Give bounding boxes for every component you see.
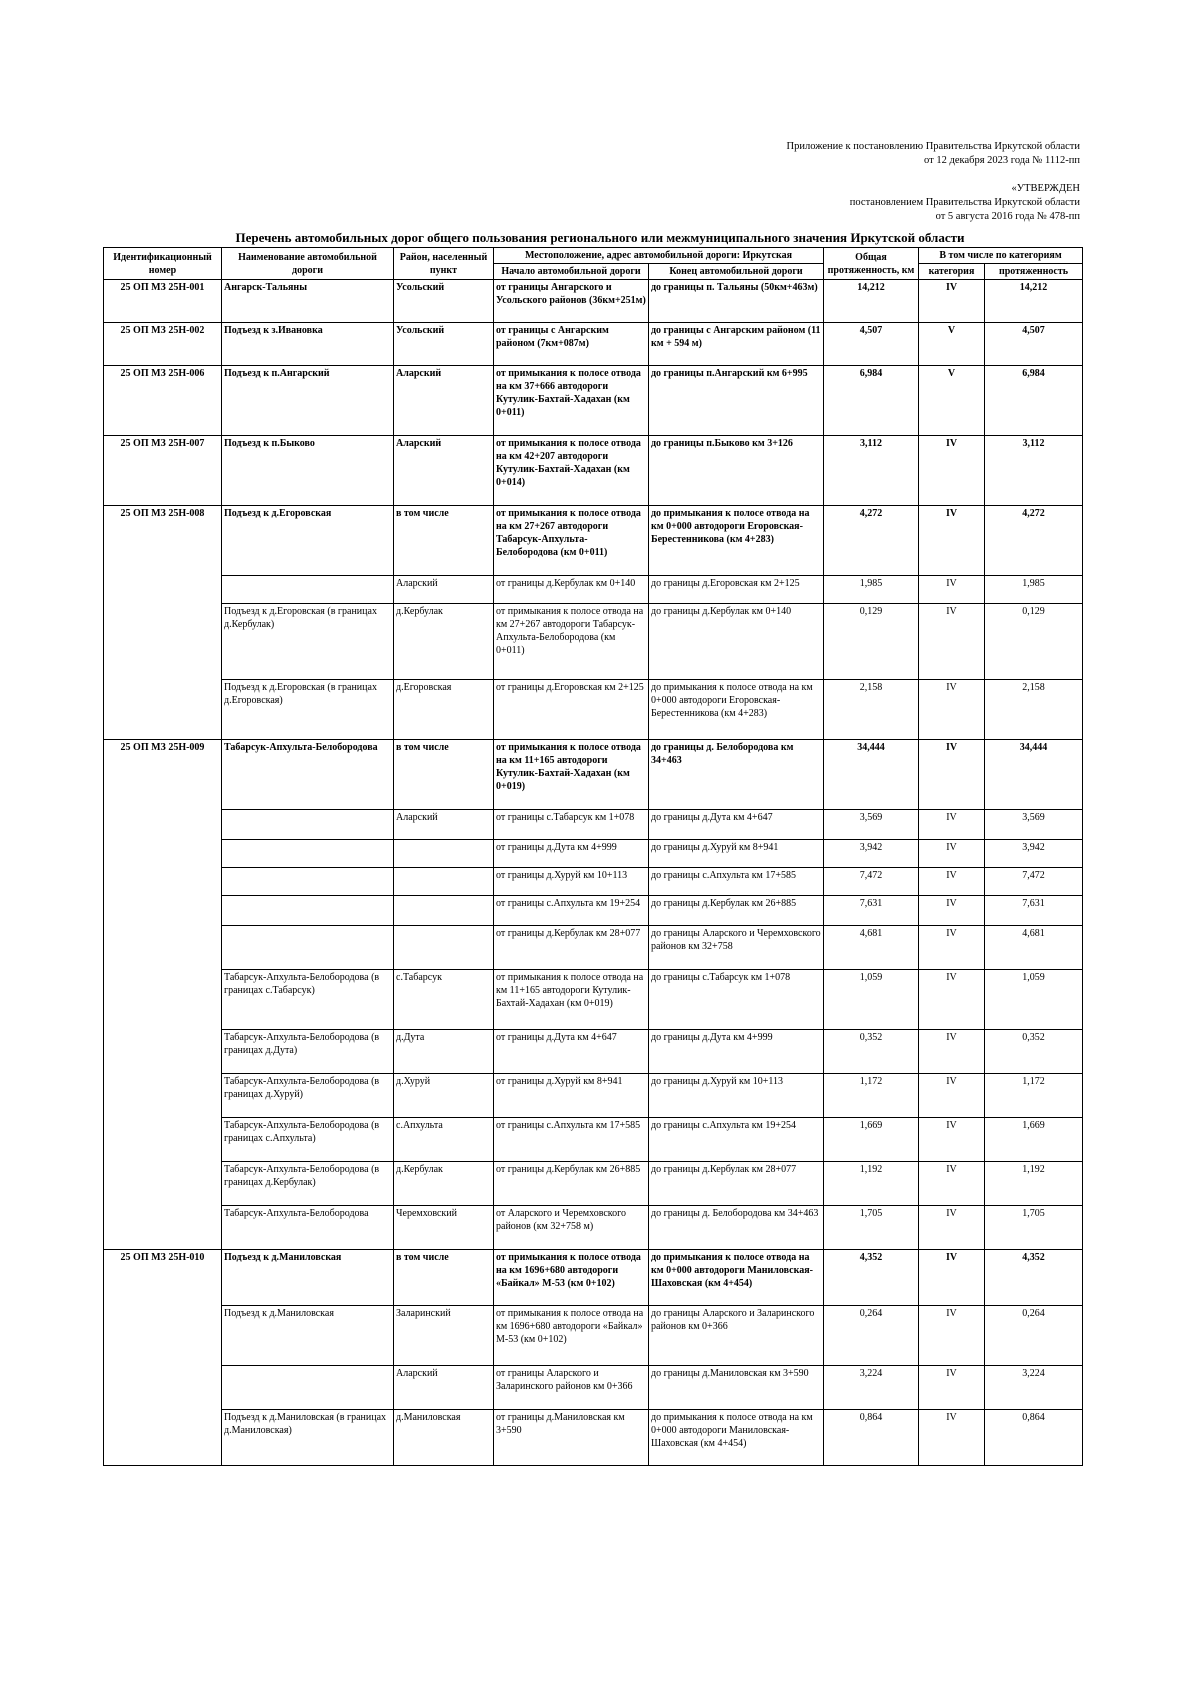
road-start-cell: от границы с.Табарсук км 1+078 — [494, 810, 649, 840]
road-start-cell: от Аларского и Черемховского районов (км 32+758 м) — [494, 1206, 649, 1250]
road-end-cell: до границы д.Кербулак км 28+077 — [649, 1162, 824, 1206]
category-cell: IV — [919, 1250, 985, 1306]
table-row — [104, 1162, 1083, 1206]
district-cell: д.Дута — [394, 1030, 494, 1074]
table-row — [104, 926, 1083, 970]
road-id-cell: 25 ОП МЗ 25Н-001 — [104, 280, 222, 323]
road-start-cell: от границы Ангарского и Усольского районов (36км+251м) — [494, 280, 649, 323]
category-length-cell: 1,172 — [985, 1074, 1083, 1118]
category-cell: IV — [919, 840, 985, 868]
total-length-cell: 34,444 — [824, 740, 919, 810]
table-row — [104, 1410, 1083, 1466]
district-cell: Аларский — [394, 810, 494, 840]
table-header-row-1 — [104, 248, 1083, 264]
district-cell: Аларский — [394, 1366, 494, 1410]
road-name-cell — [222, 868, 394, 896]
road-end-cell: до границы д. Белобородова км 34+463 — [649, 740, 824, 810]
road-end-cell: до границы д.Кербулак км 0+140 — [649, 604, 824, 680]
total-length-cell: 1,669 — [824, 1118, 919, 1162]
category-length-cell: 4,352 — [985, 1250, 1083, 1306]
road-start-cell: от примыкания к полосе отвода на км 42+207 автодороги Кутулик-Бахтай-Хадахан (км 0+014) — [494, 436, 649, 506]
road-id-cell: 25 ОП МЗ 25Н-006 — [104, 366, 222, 436]
road-start-cell: от границы Аларского и Заларинского районов км 0+366 — [494, 1366, 649, 1410]
road-start-cell: от примыкания к полосе отвода на км 37+666 автодороги Кутулик-Бахтай-Хадахан (км 0+011) — [494, 366, 649, 436]
category-cell: IV — [919, 506, 985, 576]
category-cell: IV — [919, 1118, 985, 1162]
road-end-cell: до границы п. Тальяны (50км+463м) — [649, 280, 824, 323]
table-row — [104, 436, 1083, 506]
category-length-cell: 0,864 — [985, 1410, 1083, 1466]
district-cell: д.Кербулак — [394, 1162, 494, 1206]
road-end-cell: до примыкания к полосе отвода на км 0+000 автодороги Маниловская-Шаховская (км 4+454) — [649, 1250, 824, 1306]
road-start-cell: от границы д.Дута км 4+647 — [494, 1030, 649, 1074]
category-cell: IV — [919, 1162, 985, 1206]
col-header-category: категория — [919, 264, 985, 280]
district-cell: с.Табарсук — [394, 970, 494, 1030]
category-cell: IV — [919, 740, 985, 810]
total-length-cell: 0,864 — [824, 1410, 919, 1466]
road-end-cell: до границы с.Апхульта км 19+254 — [649, 1118, 824, 1162]
table-row — [104, 1250, 1083, 1306]
category-cell: IV — [919, 1030, 985, 1074]
category-cell: V — [919, 323, 985, 366]
category-length-cell: 0,129 — [985, 604, 1083, 680]
district-cell — [394, 868, 494, 896]
category-cell: IV — [919, 868, 985, 896]
road-start-cell: от границы д.Маниловская км 3+590 — [494, 1410, 649, 1466]
col-header-length: протяженность — [985, 264, 1083, 280]
road-end-cell: до границы д.Дута км 4+999 — [649, 1030, 824, 1074]
table-row — [104, 740, 1083, 810]
road-name-cell: Подъезд к д.Егоровская — [222, 506, 394, 576]
district-cell: д.Егоровская — [394, 680, 494, 740]
table-row — [104, 1118, 1083, 1162]
road-start-cell: от примыкания к полосе отвода на км 11+165 автодороги Кутулик-Бахтай-Хадахан (км 0+019) — [494, 740, 649, 810]
total-length-cell: 7,631 — [824, 896, 919, 926]
total-length-cell: 0,352 — [824, 1030, 919, 1074]
road-end-cell: до границы д.Маниловская км 3+590 — [649, 1366, 824, 1410]
road-end-cell: до границы д.Егоровская км 2+125 — [649, 576, 824, 604]
district-cell: с.Апхульта — [394, 1118, 494, 1162]
category-cell: IV — [919, 970, 985, 1030]
table-row — [104, 840, 1083, 868]
category-length-cell: 7,631 — [985, 896, 1083, 926]
road-end-cell: до границы с.Апхульта км 17+585 — [649, 868, 824, 896]
road-end-cell: до границы п.Быково км 3+126 — [649, 436, 824, 506]
road-name-cell — [222, 576, 394, 604]
table-row — [104, 506, 1083, 576]
col-header-start: Начало автомобильной дороги — [494, 264, 649, 280]
road-name-cell: Подъезд к д.Маниловская (в границах д.Маниловская) — [222, 1410, 394, 1466]
category-length-cell: 34,444 — [985, 740, 1083, 810]
road-start-cell: от границы д.Дута км 4+999 — [494, 840, 649, 868]
category-cell: IV — [919, 1074, 985, 1118]
category-length-cell: 3,224 — [985, 1366, 1083, 1410]
road-name-cell: Подъезд к п.Быково — [222, 436, 394, 506]
table-row — [104, 896, 1083, 926]
road-name-cell: Подъезд к д.Егоровская (в границах д.Егоровская) — [222, 680, 394, 740]
road-name-cell — [222, 1366, 394, 1410]
table-row — [104, 868, 1083, 896]
road-name-cell: Подъезд к п.Ангарский — [222, 366, 394, 436]
category-length-cell: 0,352 — [985, 1030, 1083, 1074]
col-header-id: Идентификационный номер — [104, 248, 222, 280]
table-row — [104, 1030, 1083, 1074]
appendix-note — [787, 140, 1080, 168]
col-header-district: Район, населенный пункт — [394, 248, 494, 280]
col-header-total-length: Общая протяженность, км — [824, 248, 919, 280]
road-name-cell: Табарсук-Апхульта-Белобородова (в границах д.Хуруй) — [222, 1074, 394, 1118]
road-end-cell: до границы Аларского и Заларинского районов км 0+366 — [649, 1306, 824, 1366]
road-end-cell: до примыкания к полосе отвода на км 0+000 автодороги Егоровская-Берестенникова (км 4+283) — [649, 680, 824, 740]
road-start-cell: от границы д.Хуруй км 10+113 — [494, 868, 649, 896]
road-start-cell: от примыкания к полосе отвода на км 1696+680 автодороги «Байкал» М-53 (км 0+102) — [494, 1306, 649, 1366]
district-cell: Аларский — [394, 576, 494, 604]
total-length-cell: 0,129 — [824, 604, 919, 680]
category-cell: IV — [919, 926, 985, 970]
table-row — [104, 1366, 1083, 1410]
category-cell: IV — [919, 1366, 985, 1410]
category-length-cell: 7,472 — [985, 868, 1083, 896]
road-name-cell — [222, 896, 394, 926]
table-row — [104, 680, 1083, 740]
district-cell: д.Маниловская — [394, 1410, 494, 1466]
road-end-cell: до границы Аларского и Черемховского районов км 32+758 — [649, 926, 824, 970]
roads-table-body — [104, 280, 1083, 1466]
category-cell: IV — [919, 1410, 985, 1466]
district-cell: в том числе — [394, 506, 494, 576]
col-header-location: Местоположение, адрес автомобильной дороги: Иркутская — [494, 248, 824, 264]
road-id-cell: 25 ОП МЗ 25Н-007 — [104, 436, 222, 506]
total-length-cell: 6,984 — [824, 366, 919, 436]
road-end-cell: до примыкания к полосе отвода на км 0+000 автодороги Егоровская-Берестенникова (км 4+283) — [649, 506, 824, 576]
total-length-cell: 4,272 — [824, 506, 919, 576]
total-length-cell: 3,569 — [824, 810, 919, 840]
category-length-cell: 1,192 — [985, 1162, 1083, 1206]
table-row — [104, 1206, 1083, 1250]
total-length-cell: 1,985 — [824, 576, 919, 604]
road-name-cell: Подъезд к д.Маниловская — [222, 1250, 394, 1306]
table-row — [104, 323, 1083, 366]
col-header-end: Конец автомобильной дороги — [649, 264, 824, 280]
district-cell: Усольский — [394, 280, 494, 323]
road-name-cell: Табарсук-Апхульта-Белобородова — [222, 740, 394, 810]
category-length-cell: 3,112 — [985, 436, 1083, 506]
district-cell — [394, 840, 494, 868]
category-length-cell: 4,272 — [985, 506, 1083, 576]
roads-table — [103, 247, 1083, 1466]
road-end-cell: до границы д.Дута км 4+647 — [649, 810, 824, 840]
category-cell: IV — [919, 680, 985, 740]
road-start-cell: от примыкания к полосе отвода на км 27+267 автодороги Табарсук-Апхульта-Белобородова (км 0+011) — [494, 604, 649, 680]
table-row — [104, 1074, 1083, 1118]
road-end-cell: до границы с Ангарским районом (11 км + 594 м) — [649, 323, 824, 366]
road-start-cell: от примыкания к полосе отвода на км 1696+680 автодороги «Байкал» М-53 (км 0+102) — [494, 1250, 649, 1306]
category-cell: V — [919, 366, 985, 436]
table-row — [104, 810, 1083, 840]
road-start-cell: от границы д.Кербулак км 26+885 — [494, 1162, 649, 1206]
road-name-cell: Табарсук-Апхульта-Белобородова (в границах д.Дута) — [222, 1030, 394, 1074]
category-length-cell: 6,984 — [985, 366, 1083, 436]
road-start-cell: от примыкания к полосе отвода на км 11+165 автодороги Кутулик-Бахтай-Хадахан (км 0+019) — [494, 970, 649, 1030]
category-length-cell: 4,681 — [985, 926, 1083, 970]
total-length-cell: 1,192 — [824, 1162, 919, 1206]
road-start-cell: от границы с Ангарским районом (7км+087м) — [494, 323, 649, 366]
road-name-cell: Табарсук-Апхульта-Белобородова (в границах д.Кербулак) — [222, 1162, 394, 1206]
district-cell: Черемховский — [394, 1206, 494, 1250]
district-cell: д.Кербулак — [394, 604, 494, 680]
road-id-cell: 25 ОП МЗ 25Н-010 — [104, 1250, 222, 1466]
total-length-cell: 3,942 — [824, 840, 919, 868]
road-end-cell: до границы д. Белобородова км 34+463 — [649, 1206, 824, 1250]
category-length-cell: 1,705 — [985, 1206, 1083, 1250]
district-cell: Заларинский — [394, 1306, 494, 1366]
road-start-cell: от границы с.Апхульта км 17+585 — [494, 1118, 649, 1162]
col-header-name: Наименование автомобильной дороги — [222, 248, 394, 280]
total-length-cell: 1,705 — [824, 1206, 919, 1250]
category-length-cell: 2,158 — [985, 680, 1083, 740]
appendix-line-1: Приложение к постановлению Правительства Иркутской области — [786, 141, 1080, 152]
road-end-cell: до границы п.Ангарский км 6+995 — [649, 366, 824, 436]
road-id-cell: 25 ОП МЗ 25Н-009 — [104, 740, 222, 1250]
road-start-cell: от границы с.Апхульта км 19+254 — [494, 896, 649, 926]
road-name-cell — [222, 926, 394, 970]
table-row — [104, 1306, 1083, 1366]
category-cell: IV — [919, 810, 985, 840]
col-header-categories: В том числе по категориям — [919, 248, 1083, 264]
road-id-cell: 25 ОП МЗ 25Н-008 — [104, 506, 222, 740]
road-id-cell: 25 ОП МЗ 25Н-002 — [104, 323, 222, 366]
table-row — [104, 280, 1083, 323]
category-cell: IV — [919, 436, 985, 506]
category-length-cell: 1,059 — [985, 970, 1083, 1030]
road-name-cell: Подъезд к д.Егоровская (в границах д.Кербулак) — [222, 604, 394, 680]
total-length-cell: 2,158 — [824, 680, 919, 740]
approved-line-1: «УТВЕРЖДЕН — [1011, 183, 1080, 194]
road-name-cell: Подъезд к з.Ивановка — [222, 323, 394, 366]
road-end-cell: до границы д.Хуруй км 10+113 — [649, 1074, 824, 1118]
category-cell: IV — [919, 896, 985, 926]
road-name-cell: Табарсук-Апхульта-Белобородова (в границах с.Табарсук) — [222, 970, 394, 1030]
table-row — [104, 576, 1083, 604]
table-row — [104, 970, 1083, 1030]
district-cell: д.Хуруй — [394, 1074, 494, 1118]
road-end-cell: до границы д.Хуруй км 8+941 — [649, 840, 824, 868]
category-cell: IV — [919, 576, 985, 604]
district-cell: Аларский — [394, 366, 494, 436]
total-length-cell: 1,059 — [824, 970, 919, 1030]
category-cell: IV — [919, 280, 985, 323]
road-start-cell: от границы д.Кербулак км 0+140 — [494, 576, 649, 604]
table-row — [104, 366, 1083, 436]
road-name-cell: Табарсук-Апхульта-Белобородова — [222, 1206, 394, 1250]
road-start-cell: от примыкания к полосе отвода на км 27+267 автодороги Табарсук-Апхульта-Белобородова (км 0+011) — [494, 506, 649, 576]
category-length-cell: 14,212 — [985, 280, 1083, 323]
road-end-cell: до примыкания к полосе отвода на км 0+000 автодороги Маниловская-Шаховская (км 4+454) — [649, 1410, 824, 1466]
total-length-cell: 3,112 — [824, 436, 919, 506]
approved-line-2: постановлением Правительства Иркутской области — [849, 197, 1080, 208]
road-end-cell: до границы д.Кербулак км 26+885 — [649, 896, 824, 926]
appendix-line-2: от 12 декабря 2023 года № 1112-пп — [924, 155, 1080, 166]
table-row — [104, 604, 1083, 680]
category-length-cell: 1,985 — [985, 576, 1083, 604]
district-cell: Аларский — [394, 436, 494, 506]
total-length-cell: 3,224 — [824, 1366, 919, 1410]
category-length-cell: 4,507 — [985, 323, 1083, 366]
district-cell: в том числе — [394, 740, 494, 810]
road-start-cell: от границы д.Егоровская км 2+125 — [494, 680, 649, 740]
road-name-cell: Ангарск-Тальяны — [222, 280, 394, 323]
road-name-cell: Подъезд к д.Маниловская — [222, 1306, 394, 1366]
category-cell: IV — [919, 1206, 985, 1250]
total-length-cell: 4,681 — [824, 926, 919, 970]
category-length-cell: 1,669 — [985, 1118, 1083, 1162]
total-length-cell: 4,352 — [824, 1250, 919, 1306]
road-start-cell: от границы д.Кербулак км 28+077 — [494, 926, 649, 970]
document-title: Перечень автомобильных дорог общего пользования регионального или межмуниципального значения Иркутской области — [235, 230, 965, 245]
total-length-cell: 7,472 — [824, 868, 919, 896]
district-cell — [394, 926, 494, 970]
road-name-cell — [222, 810, 394, 840]
category-length-cell: 3,942 — [985, 840, 1083, 868]
district-cell — [394, 896, 494, 926]
total-length-cell: 4,507 — [824, 323, 919, 366]
total-length-cell: 0,264 — [824, 1306, 919, 1366]
approval-note — [850, 182, 1080, 224]
district-cell: Усольский — [394, 323, 494, 366]
category-cell: IV — [919, 1306, 985, 1366]
district-cell: в том числе — [394, 1250, 494, 1306]
category-length-cell: 0,264 — [985, 1306, 1083, 1366]
road-end-cell: до границы с.Табарсук км 1+078 — [649, 970, 824, 1030]
category-length-cell: 3,569 — [985, 810, 1083, 840]
road-name-cell — [222, 840, 394, 868]
total-length-cell: 1,172 — [824, 1074, 919, 1118]
road-start-cell: от границы д.Хуруй км 8+941 — [494, 1074, 649, 1118]
road-name-cell: Табарсук-Апхульта-Белобородова (в границах с.Апхульта) — [222, 1118, 394, 1162]
total-length-cell: 14,212 — [824, 280, 919, 323]
category-cell: IV — [919, 604, 985, 680]
approved-line-3: от 5 августа 2016 года № 478-пп — [935, 211, 1080, 222]
